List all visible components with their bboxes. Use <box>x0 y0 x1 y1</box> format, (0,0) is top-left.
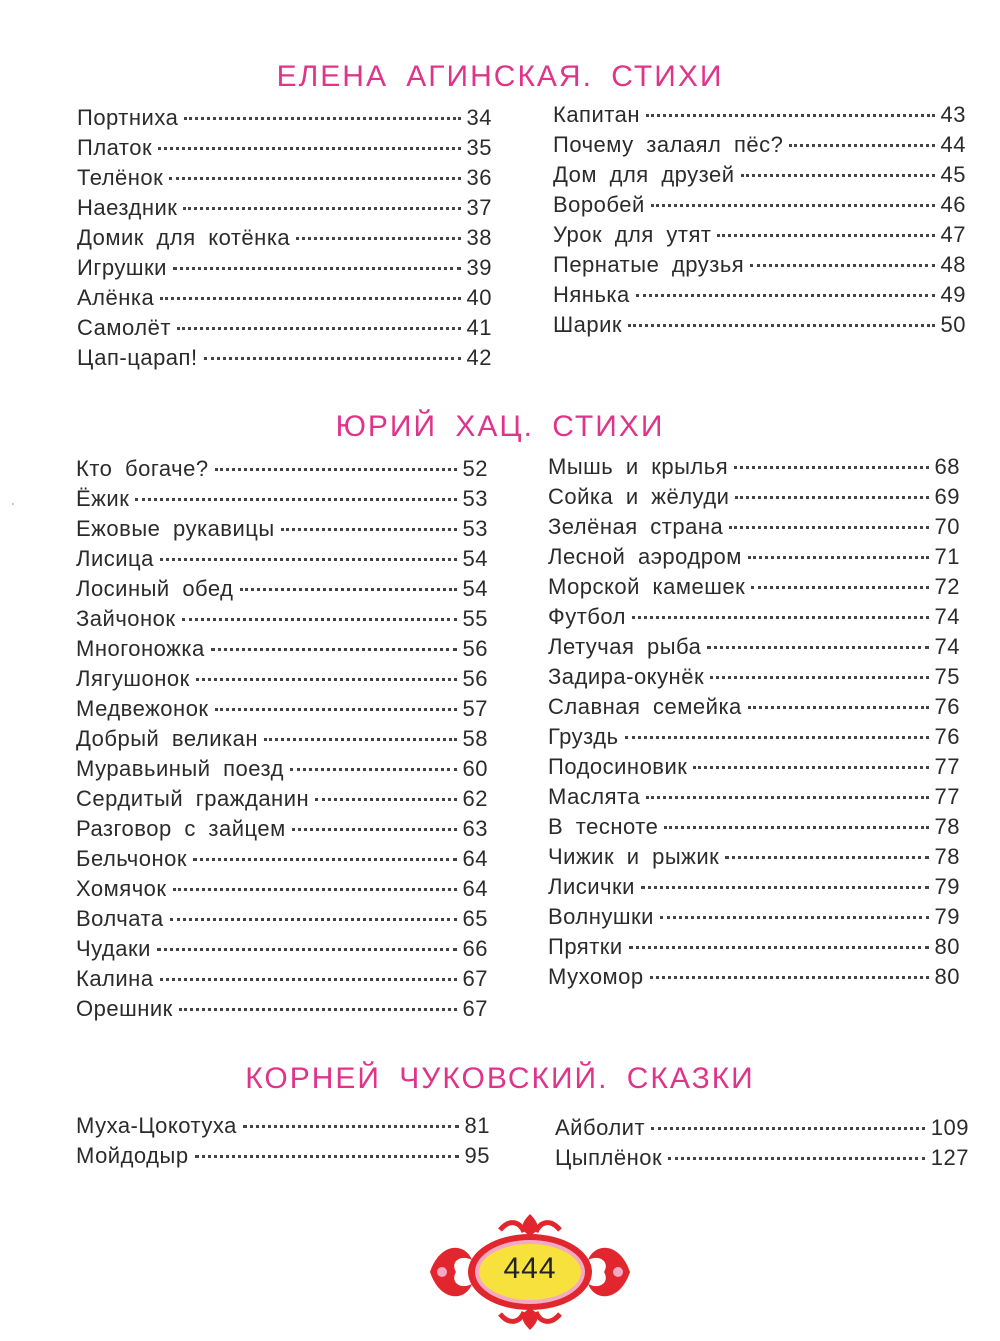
toc-entry-page: 67 <box>462 966 488 991</box>
dot-leader <box>710 676 928 679</box>
toc-entry <box>76 636 488 666</box>
toc-entry <box>76 516 488 546</box>
toc-entry <box>548 604 960 634</box>
dot-leader <box>240 588 457 591</box>
toc-entry-title: Муха-Цокотуха <box>76 1113 237 1138</box>
toc-entry-page: 40 <box>466 285 492 310</box>
dot-leader <box>668 1157 925 1160</box>
toc-entry-title: Игрушки <box>77 255 167 280</box>
toc-entry <box>553 162 966 192</box>
toc-entry <box>76 696 488 726</box>
toc-entry <box>76 726 488 756</box>
toc-entry <box>555 1145 969 1175</box>
dot-leader <box>170 918 457 921</box>
toc-entry <box>76 1113 490 1143</box>
dot-leader <box>211 648 457 651</box>
toc-entry-title: Разговор с зайцем <box>76 816 286 841</box>
dot-leader <box>296 237 460 240</box>
dot-leader <box>729 526 928 529</box>
dot-leader <box>750 264 934 267</box>
toc-entry-title: Алёнка <box>77 285 155 310</box>
dot-leader <box>751 586 928 589</box>
dot-leader <box>741 174 935 177</box>
dot-leader <box>789 144 934 147</box>
toc-entry-page: 65 <box>462 906 488 931</box>
toc-entry <box>76 936 488 966</box>
toc-entry <box>548 784 960 814</box>
toc-entry-title: Чудаки <box>76 936 151 961</box>
toc-entry-title: Зелёная страна <box>548 514 724 539</box>
toc-entry-page: 39 <box>466 255 492 280</box>
dot-leader <box>693 766 928 769</box>
toc-entry-title: Почему залаял пёс? <box>553 132 784 157</box>
toc-entry-page: 80 <box>934 934 960 959</box>
toc-entry-title: Цыплёнок <box>555 1145 663 1170</box>
toc-entry <box>76 846 488 876</box>
toc-entry-title: Зайчонок <box>76 606 176 631</box>
toc-entry <box>548 634 960 664</box>
dot-leader <box>184 117 460 120</box>
toc-entry <box>553 222 966 252</box>
toc-entry-page: 67 <box>462 996 488 1021</box>
toc-entry-page: 44 <box>940 132 966 157</box>
toc-entry <box>76 786 488 816</box>
toc-entry <box>77 195 492 225</box>
page-number-badge <box>420 1212 640 1332</box>
toc-entry <box>77 285 492 315</box>
dot-leader <box>195 1155 459 1158</box>
toc-entry <box>77 165 492 195</box>
toc-entry-title: Пернатые друзья <box>553 252 745 277</box>
toc-entry <box>553 312 966 342</box>
toc-entry-title: Муравьиный поезд <box>76 756 284 781</box>
dot-leader <box>157 948 457 951</box>
toc-entry-page: 76 <box>934 694 960 719</box>
toc-entry-page: 79 <box>934 904 960 929</box>
toc-entry-title: Футбол <box>548 604 626 629</box>
toc-entry-page: 63 <box>462 816 488 841</box>
toc-entry <box>548 754 960 784</box>
toc-column-right <box>553 102 966 342</box>
toc-entry-title: Сердитый гражданин <box>76 786 310 811</box>
toc-entry <box>76 606 488 636</box>
dot-leader <box>281 528 457 531</box>
toc-entry <box>553 102 966 132</box>
dot-leader <box>173 888 457 891</box>
dot-leader <box>290 768 457 771</box>
toc-entry-page: 77 <box>934 754 960 779</box>
toc-entry-page: 52 <box>462 456 488 481</box>
toc-entry <box>76 576 488 606</box>
toc-entry-title: Бельчонок <box>76 846 187 871</box>
dot-leader <box>177 327 461 330</box>
toc-entry-page: 81 <box>464 1113 490 1138</box>
page-number: 444 <box>503 1252 557 1285</box>
dot-leader <box>735 496 928 499</box>
toc-entry <box>548 694 960 724</box>
toc-entry-page: 48 <box>940 252 966 277</box>
toc-entry-page: 54 <box>462 546 488 571</box>
toc-entry-page: 55 <box>462 606 488 631</box>
toc-entry-page: 109 <box>930 1115 969 1140</box>
dot-leader <box>160 558 457 561</box>
toc-entry-title: Морской камешек <box>548 574 746 599</box>
toc-entry-page: 64 <box>462 846 488 871</box>
toc-entry <box>555 1115 969 1145</box>
toc-entry <box>77 345 492 375</box>
toc-entry-page: 74 <box>934 634 960 659</box>
toc-entry-title: Ёжик <box>76 486 130 511</box>
dot-leader <box>707 646 928 649</box>
toc-entry-page: 41 <box>466 315 492 340</box>
section-title: ЮРИЙ ХАЦ. СТИХИ <box>335 410 665 443</box>
dot-leader <box>734 466 928 469</box>
toc-entry <box>553 252 966 282</box>
toc-entry <box>76 666 488 696</box>
toc-entry-page: 79 <box>934 874 960 899</box>
toc-entry-title: Калина <box>76 966 154 991</box>
toc-entry-page: 56 <box>462 636 488 661</box>
dot-leader <box>135 498 456 501</box>
toc-entry <box>548 904 960 934</box>
dot-leader <box>628 324 934 327</box>
toc-entry-page: 38 <box>466 225 492 250</box>
dot-leader <box>748 556 929 559</box>
toc-entry <box>548 484 960 514</box>
toc-entry-title: Лисички <box>548 874 635 899</box>
dot-leader <box>629 946 929 949</box>
toc-entry-page: 127 <box>930 1145 969 1170</box>
toc-entry-title: Цап-царап! <box>77 345 198 370</box>
dot-leader <box>182 618 457 621</box>
toc-entry-page: 54 <box>462 576 488 601</box>
toc-entry-title: Хомячок <box>76 876 167 901</box>
toc-entry-title: Орешник <box>76 996 173 1021</box>
dot-leader <box>636 294 935 297</box>
dot-leader <box>651 204 935 207</box>
toc-entry-title: Сойка и жёлуди <box>548 484 730 509</box>
dot-leader <box>169 177 460 180</box>
toc-entry-title: Многоножка <box>76 636 205 661</box>
toc-entry-title: Нянька <box>553 282 630 307</box>
dot-leader <box>651 1127 925 1130</box>
toc-entry-title: Наездник <box>77 195 178 220</box>
toc-entry <box>548 664 960 694</box>
toc-entry <box>76 996 488 1026</box>
toc-entry <box>76 486 488 516</box>
toc-entry <box>76 546 488 576</box>
toc-entry <box>76 906 488 936</box>
toc-entry-page: 80 <box>934 964 960 989</box>
toc-entry-title: Мышь и крылья <box>548 454 729 479</box>
toc-entry-page: 78 <box>934 814 960 839</box>
toc-entry <box>77 255 492 285</box>
toc-entry <box>548 844 960 874</box>
toc-entry-page: 46 <box>940 192 966 217</box>
toc-entry-title: Воробей <box>553 192 645 217</box>
dot-leader <box>625 736 929 739</box>
toc-entry <box>77 315 492 345</box>
toc-entry-title: Платок <box>77 135 153 160</box>
toc-entry-title: Лягушонок <box>76 666 190 691</box>
section-title: КОРНЕЙ ЧУКОВСКИЙ. СКАЗКИ <box>245 1062 755 1095</box>
toc-column-left <box>76 1113 490 1173</box>
toc-entry-page: 69 <box>934 484 960 509</box>
toc-entry-page: 57 <box>462 696 488 721</box>
toc-entry-page: 66 <box>462 936 488 961</box>
dot-leader <box>315 798 456 801</box>
toc-entry-page: 53 <box>462 486 488 511</box>
toc-entry <box>548 814 960 844</box>
toc-entry-title: Лесной аэродром <box>548 544 742 569</box>
toc-column-left <box>77 105 492 375</box>
toc-entry-title: Кто богаче? <box>76 456 209 481</box>
dot-leader <box>664 826 928 829</box>
toc-entry-title: Капитан <box>553 102 640 127</box>
toc-entry-title: Мухомор <box>548 964 644 989</box>
toc-entry-page: 72 <box>934 574 960 599</box>
toc-entry-title: Добрый великан <box>76 726 258 751</box>
toc-entry-title: Прятки <box>548 934 623 959</box>
toc-entry-page: 35 <box>466 135 492 160</box>
toc-entry-title: Мойдодыр <box>76 1143 189 1168</box>
toc-entry-title: Волнушки <box>548 904 654 929</box>
dot-leader <box>646 114 935 117</box>
toc-entry-page: 75 <box>934 664 960 689</box>
dot-leader <box>748 706 929 709</box>
toc-column-left <box>76 456 488 1026</box>
toc-entry <box>548 454 960 484</box>
toc-entry <box>76 456 488 486</box>
toc-entry-title: Задира-окунёк <box>548 664 705 689</box>
toc-entry-title: Телёнок <box>77 165 164 190</box>
toc-entry <box>548 724 960 754</box>
toc-entry <box>553 282 966 312</box>
toc-entry-page: 50 <box>940 312 966 337</box>
toc-entry <box>77 225 492 255</box>
toc-entry <box>553 132 966 162</box>
toc-entry-page: 36 <box>466 165 492 190</box>
toc-entry-page: 56 <box>462 666 488 691</box>
toc-entry-page: 49 <box>940 282 966 307</box>
toc-column-right <box>555 1115 969 1175</box>
toc-entry-page: 53 <box>462 516 488 541</box>
toc-entry <box>553 192 966 222</box>
toc-entry <box>77 105 492 135</box>
dot-leader <box>725 856 928 859</box>
toc-entry-title: В тесноте <box>548 814 659 839</box>
toc-entry <box>548 544 960 574</box>
toc-entry-page: 76 <box>934 724 960 749</box>
toc-entry-page: 70 <box>934 514 960 539</box>
toc-entry <box>548 574 960 604</box>
toc-column-right <box>548 454 960 994</box>
toc-entry-title: Славная семейка <box>548 694 742 719</box>
dot-leader <box>196 678 457 681</box>
toc-entry-page: 74 <box>934 604 960 629</box>
toc-entry-title: Груздь <box>548 724 619 749</box>
dot-leader <box>158 147 460 150</box>
toc-entry <box>76 756 488 786</box>
toc-entry-title: Лисица <box>76 546 154 571</box>
toc-entry-title: Лосиный обед <box>76 576 234 601</box>
dot-leader <box>160 297 460 300</box>
toc-entry-page: 78 <box>934 844 960 869</box>
toc-entry-page: 77 <box>934 784 960 809</box>
toc-entry-title: Подосиновик <box>548 754 688 779</box>
toc-entry-page: 64 <box>462 876 488 901</box>
dot-leader <box>632 616 929 619</box>
toc-entry-title: Урок для утят <box>553 222 712 247</box>
toc-entry <box>548 964 960 994</box>
dot-leader <box>646 796 928 799</box>
toc-entry-title: Летучая рыба <box>548 634 702 659</box>
toc-entry-page: 60 <box>462 756 488 781</box>
dot-leader <box>173 267 461 270</box>
toc-entry-title: Дом для друзей <box>553 162 735 187</box>
toc-entry-title: Медвежонок <box>76 696 209 721</box>
toc-entry <box>76 876 488 906</box>
toc-entry-title: Самолёт <box>77 315 171 340</box>
toc-entry <box>76 816 488 846</box>
dot-leader <box>292 828 457 831</box>
toc-entry-title: Шарик <box>553 312 623 337</box>
toc-entry-page: 62 <box>462 786 488 811</box>
toc-entry-title: Домик для котёнка <box>77 225 291 250</box>
toc-entry-title: Волчата <box>76 906 164 931</box>
toc-entry-page: 58 <box>462 726 488 751</box>
dot-leader <box>215 708 457 711</box>
dot-leader <box>204 357 461 360</box>
toc-entry <box>77 135 492 165</box>
toc-entry-page: 95 <box>464 1143 490 1168</box>
toc-entry-title: Айболит <box>555 1115 646 1140</box>
toc-entry-page: 45 <box>940 162 966 187</box>
dot-leader <box>264 738 457 741</box>
toc-entry-page: 71 <box>934 544 960 569</box>
toc-entry-page: 34 <box>466 105 492 130</box>
toc-entry-title: Чижик и рыжик <box>548 844 720 869</box>
toc-entry-page: 47 <box>940 222 966 247</box>
toc-entry <box>548 874 960 904</box>
toc-entry-title: Портниха <box>77 105 179 130</box>
section-title: ЕЛЕНА АГИНСКАЯ. СТИХИ <box>276 60 724 93</box>
paper-speck <box>889 915 891 917</box>
toc-entry-page: 68 <box>934 454 960 479</box>
dot-leader <box>243 1125 459 1128</box>
dot-leader <box>183 207 460 210</box>
paper-speck <box>12 503 14 505</box>
toc-entry <box>548 934 960 964</box>
dot-leader <box>641 886 929 889</box>
dot-leader <box>717 234 934 237</box>
toc-entry-page: 42 <box>466 345 492 370</box>
toc-entry-page: 43 <box>940 102 966 127</box>
toc-entry <box>76 966 488 996</box>
dot-leader <box>179 1008 457 1011</box>
toc-entry-page: 37 <box>466 195 492 220</box>
dot-leader <box>215 468 457 471</box>
dot-leader <box>160 978 457 981</box>
dot-leader <box>193 858 457 861</box>
dot-leader <box>650 976 929 979</box>
toc-entry-title: Маслята <box>548 784 641 809</box>
toc-entry <box>548 514 960 544</box>
toc-entry <box>76 1143 490 1173</box>
toc-entry-title: Ежовые рукавицы <box>76 516 275 541</box>
